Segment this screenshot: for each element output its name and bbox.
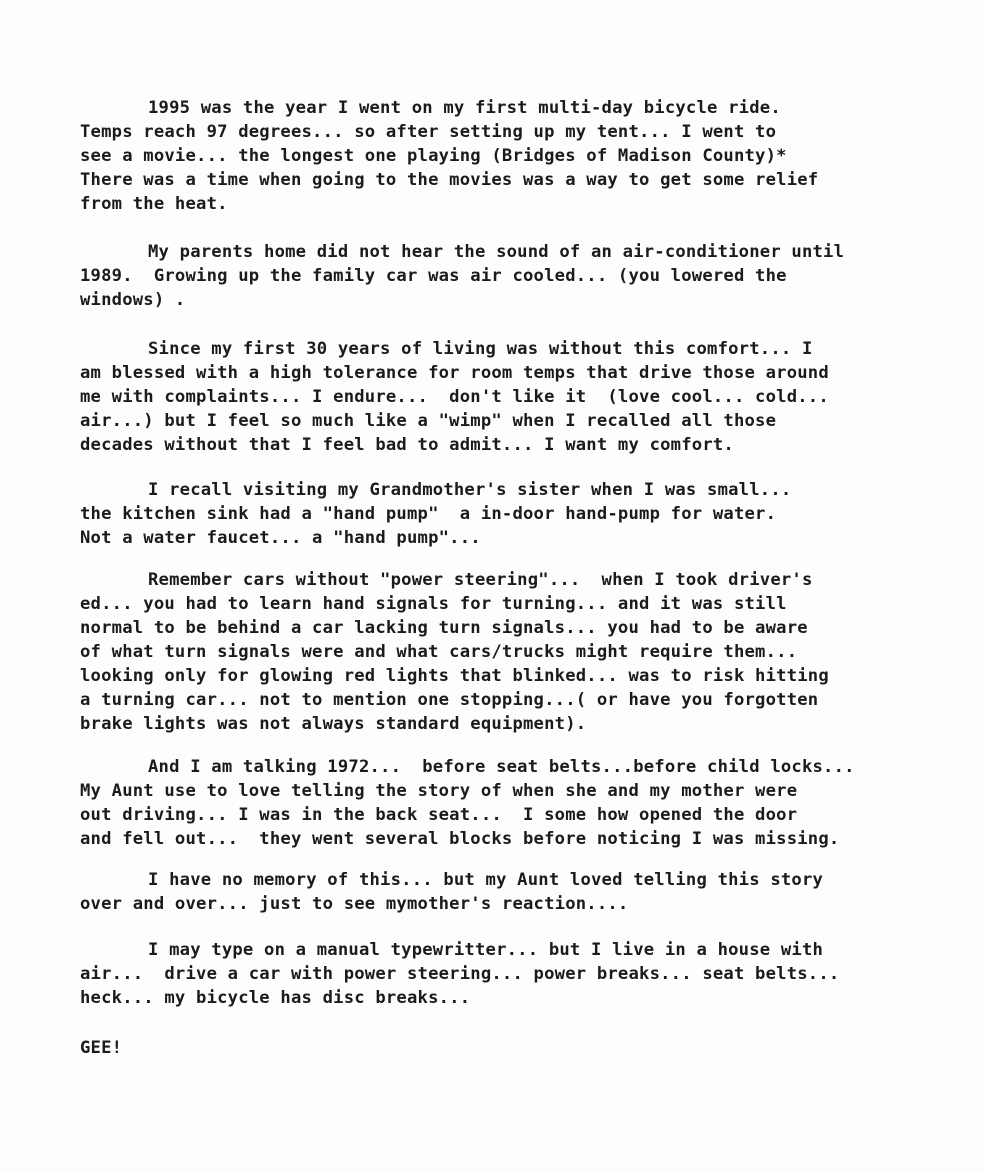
text-line: see a movie... the longest one playing (Bridges of Madison County)* <box>80 146 787 166</box>
paragraph-1972-story <box>80 755 940 851</box>
signoff-text: GEE! <box>80 1038 123 1058</box>
text-line: And I am talking 1972... before seat belts...before child locks... <box>148 757 855 777</box>
text-line: Since my first 30 years of living was without this comfort... I <box>148 339 813 359</box>
text-line: the kitchen sink had a "hand pump" a in-door hand-pump for water. <box>80 504 777 524</box>
text-line: decades without that I feel bad to admit... I want my comfort. <box>80 435 734 455</box>
text-line: 1989. Growing up the family car was air cooled... (you lowered the <box>80 266 787 286</box>
text-line: ed... you had to learn hand signals for turning... and it was still <box>80 594 787 614</box>
text-line: brake lights was not always standard equipment). <box>80 714 587 734</box>
paragraph-comfort <box>80 337 940 457</box>
text-line: and fell out... they went several blocks before noticing I was missing. <box>80 829 840 849</box>
text-line: from the heat. <box>80 194 228 214</box>
text-line: Not a water faucet... a "hand pump"... <box>80 528 481 548</box>
text-line: My Aunt use to love telling the story of when she and my mother were <box>80 781 798 801</box>
text-line: 1995 was the year I went on my first multi-day bicycle ride. <box>148 98 781 118</box>
text-line: I have no memory of this... but my Aunt loved telling this story <box>148 870 824 890</box>
paragraph-air-conditioner <box>80 240 940 312</box>
paragraph-memory <box>80 868 940 916</box>
text-line: a turning car... not to mention one stopping...( or have you forgotten <box>80 690 819 710</box>
text-line: windows) . <box>80 290 186 310</box>
text-line: Temps reach 97 degrees... so after setting up my tent... I went to <box>80 122 777 142</box>
text-line: air... drive a car with power steering... power breaks... seat belts... <box>80 964 840 984</box>
text-line: looking only for glowing red lights that blinked... was to risk hitting <box>80 666 829 686</box>
paragraph-typewriter <box>80 938 940 1010</box>
paragraph-bicycle-ride <box>80 96 940 216</box>
paragraph-hand-pump <box>80 478 940 550</box>
text-line: There was a time when going to the movies was a way to get some relief <box>80 170 819 190</box>
text-line: heck... my bicycle has disc breaks... <box>80 988 471 1008</box>
paragraph-power-steering <box>80 568 940 736</box>
text-line: I recall visiting my Grandmother's sister when I was small... <box>148 480 792 500</box>
text-line: am blessed with a high tolerance for room temps that drive those around <box>80 363 829 383</box>
text-line: me with complaints... I endure... don't like it (love cool... cold... <box>80 387 829 407</box>
text-line: My parents home did not hear the sound of an air-conditioner until <box>148 242 845 262</box>
text-line: normal to be behind a car lacking turn signals... you had to be aware <box>80 618 808 638</box>
text-line: air...) but I feel so much like a "wimp" when I recalled all those <box>80 411 777 431</box>
text-line: Remember cars without "power steering"... when I took driver's <box>148 570 813 590</box>
text-line: over and over... just to see mymother's reaction.... <box>80 894 629 914</box>
text-line: of what turn signals were and what cars/trucks might require them... <box>80 642 798 662</box>
text-line: I may type on a manual typewritter... but I live in a house with <box>148 940 824 960</box>
text-line: out driving... I was in the back seat... I some how opened the door <box>80 805 798 825</box>
signoff <box>80 1036 940 1060</box>
